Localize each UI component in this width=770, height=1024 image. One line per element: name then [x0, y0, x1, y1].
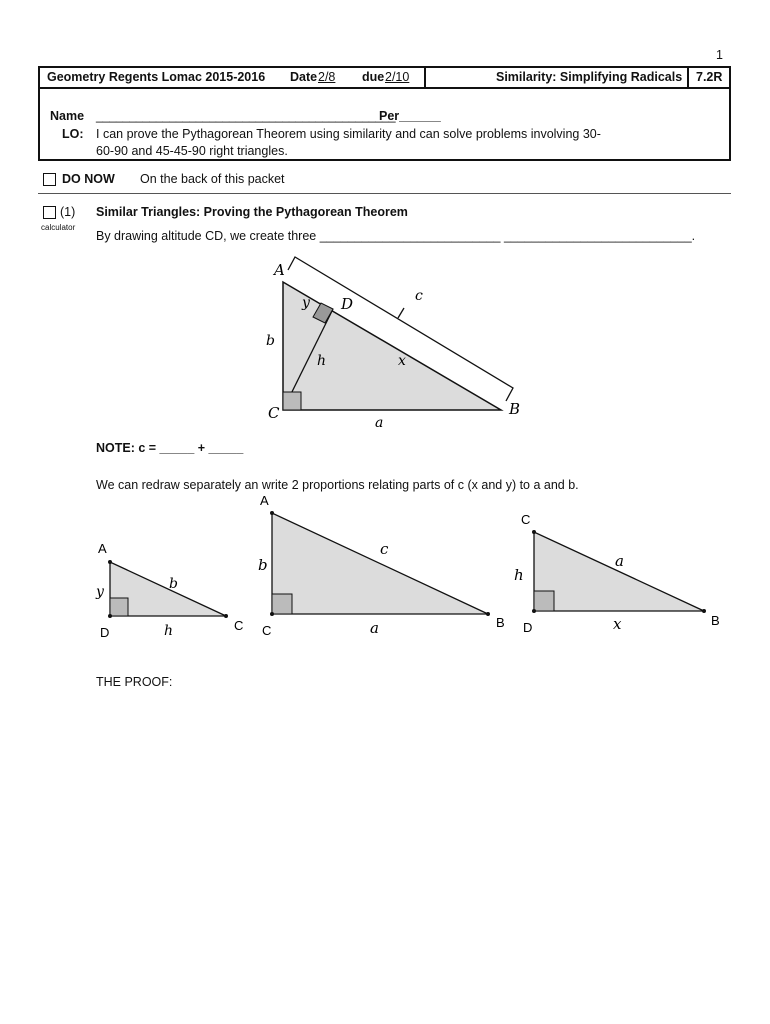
triangle-acb-shape	[272, 513, 488, 614]
name-blank[interactable]: _____________________________________________	[96, 109, 396, 123]
due-label: due	[362, 70, 385, 84]
triangle-acb-top-label: A	[260, 493, 269, 508]
segment-y-label: y	[302, 295, 310, 311]
course-title: Geometry Regents Lomac 2015-2016	[47, 70, 266, 84]
triangle-cdb-top-label: C	[521, 512, 531, 527]
main-triangle-figure	[255, 255, 535, 435]
triangle-adc-br-label: C	[234, 618, 244, 633]
triangle-cdb-a-label: a	[615, 552, 624, 570]
triangle-cdb-h-label: h	[514, 566, 524, 584]
date-label: Date	[290, 70, 318, 84]
triangle-acb-b-label: b	[258, 556, 268, 574]
section1-number: (1)	[60, 205, 76, 219]
triangle-cdb-x-label: x	[613, 615, 622, 633]
segment-x-label: x	[398, 353, 406, 369]
right-angle-c	[283, 392, 301, 410]
segment-b-label: b	[266, 333, 275, 349]
topic-title: Similarity: Simplifying Radicals	[496, 70, 683, 84]
date-value: 2/8	[318, 70, 336, 84]
lesson-code: 7.2R	[696, 70, 723, 84]
triangle-adc-y-label: y	[96, 584, 104, 600]
vertex-a-label: A	[274, 261, 285, 279]
vertex-c-label: C	[268, 404, 280, 422]
triangle-cdb-shape	[534, 532, 704, 611]
triangle-cdb-bl-label: D	[523, 620, 533, 635]
section1-title: Similar Triangles: Proving the Pythagorean Theorem	[96, 205, 408, 219]
per-label[interactable]: Per______	[379, 109, 441, 123]
triangle-cdb-right-angle	[534, 591, 554, 611]
main-triangle	[283, 282, 501, 410]
vertex-b-label: B	[509, 400, 521, 418]
segment-c-label: c	[415, 288, 423, 304]
bracket-tick	[398, 308, 404, 318]
triangle-acb-c-label: c	[380, 540, 389, 558]
triangle-adc-bl-label: D	[100, 625, 110, 640]
redraw-text: We can redraw separately an write 2 proportions relating parts of c (x and y) to a and b.	[96, 478, 579, 492]
triangle-adc-b-label: b	[169, 576, 178, 592]
do-now-label: DO NOW	[62, 172, 115, 186]
triangle-acb-right-angle	[272, 594, 292, 614]
triangle-adc-right-angle	[110, 598, 128, 616]
proof-label: THE PROOF:	[96, 675, 173, 689]
name-label: Name	[50, 109, 85, 123]
triangle-cdb	[512, 510, 727, 640]
triangle-adc-top-label: A	[98, 541, 107, 556]
divider-line	[38, 193, 731, 194]
triangle-adc-h-label: h	[164, 623, 174, 639]
vertex-d-label: D	[341, 295, 354, 313]
header-row	[40, 68, 729, 89]
do-now-checkbox[interactable]	[43, 173, 56, 186]
triangle-acb	[252, 490, 517, 645]
due-value: 2/10	[385, 70, 410, 84]
triangle-adc	[90, 538, 250, 643]
section1-intro: By drawing altitude CD, we create three __________________________ ___________________________.	[96, 229, 696, 243]
do-now-text: On the back of this packet	[140, 172, 285, 186]
triangle-cdb-br-label: B	[711, 613, 720, 628]
note-line: NOTE: c = _____ + _____	[96, 441, 244, 455]
section1-checkbox[interactable]	[43, 206, 56, 219]
page-number: 1	[716, 48, 723, 62]
header-divider	[424, 68, 434, 87]
triangle-acb-bl-label: C	[262, 623, 272, 638]
lo-text: I can prove the Pythagorean Theorem using similarity and can solve problems involving 30-60-90 and 45-45-90 right triangles.	[96, 127, 601, 158]
triangle-acb-br-label: B	[496, 615, 505, 630]
segment-a-label: a	[375, 415, 384, 431]
calculator-note: calculator	[41, 223, 76, 232]
lo-label: LO:	[62, 127, 84, 141]
triangle-acb-a-label: a	[370, 619, 379, 637]
segment-h-label: h	[317, 353, 327, 369]
